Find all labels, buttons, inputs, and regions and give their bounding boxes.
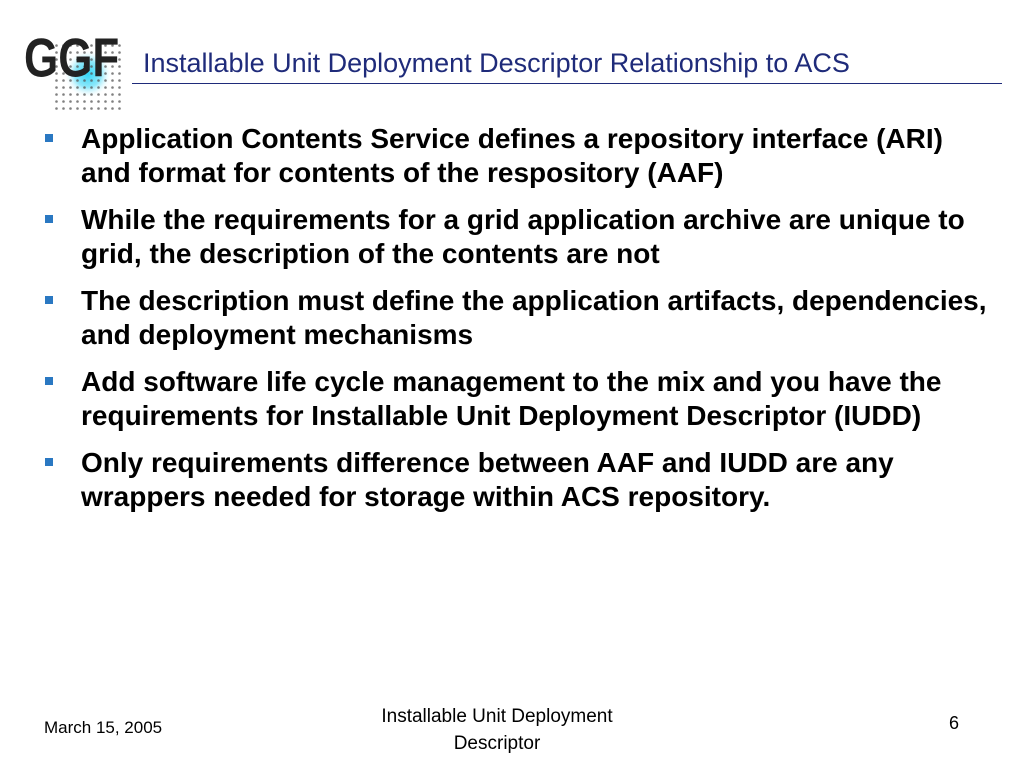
- square-bullet-icon: [45, 134, 53, 142]
- page-number: 6: [949, 713, 960, 733]
- bullet-item: [40, 284, 990, 352]
- slide-title: Installable Unit Deployment Descriptor Relationship to ACS: [143, 48, 850, 78]
- bullet-text: Add software life cycle management to the mix and you have the requirements for Installable Unit Deployment Descriptor (IUDD): [81, 366, 942, 431]
- logo-text: GGF: [24, 26, 120, 89]
- bullet-item: [40, 122, 990, 190]
- ggf-logo: [18, 14, 128, 124]
- square-bullet-icon: [45, 458, 53, 466]
- bullet-item: [40, 365, 990, 433]
- title-rule: [132, 83, 1002, 84]
- bullet-item: [40, 203, 990, 271]
- bullet-item: [40, 446, 990, 514]
- square-bullet-icon: [45, 215, 53, 223]
- bullet-text: While the requirements for a grid application archive are unique to grid, the description of the contents are not: [81, 204, 965, 269]
- bullet-text: Application Contents Service defines a repository interface (ARI) and format for contents of the respository (AAF): [81, 123, 943, 188]
- footer-date: March 15, 2005: [44, 718, 163, 737]
- bullet-text: The description must define the application artifacts, dependencies, and deployment mechanisms: [81, 285, 987, 350]
- footer-title: Installable Unit Deployment Descriptor: [381, 706, 613, 754]
- bullet-list: [40, 122, 990, 527]
- square-bullet-icon: [45, 296, 53, 304]
- bullet-text: Only requirements difference between AAF and IUDD are any wrappers needed for storage within ACS repository.: [81, 447, 894, 512]
- square-bullet-icon: [45, 377, 53, 385]
